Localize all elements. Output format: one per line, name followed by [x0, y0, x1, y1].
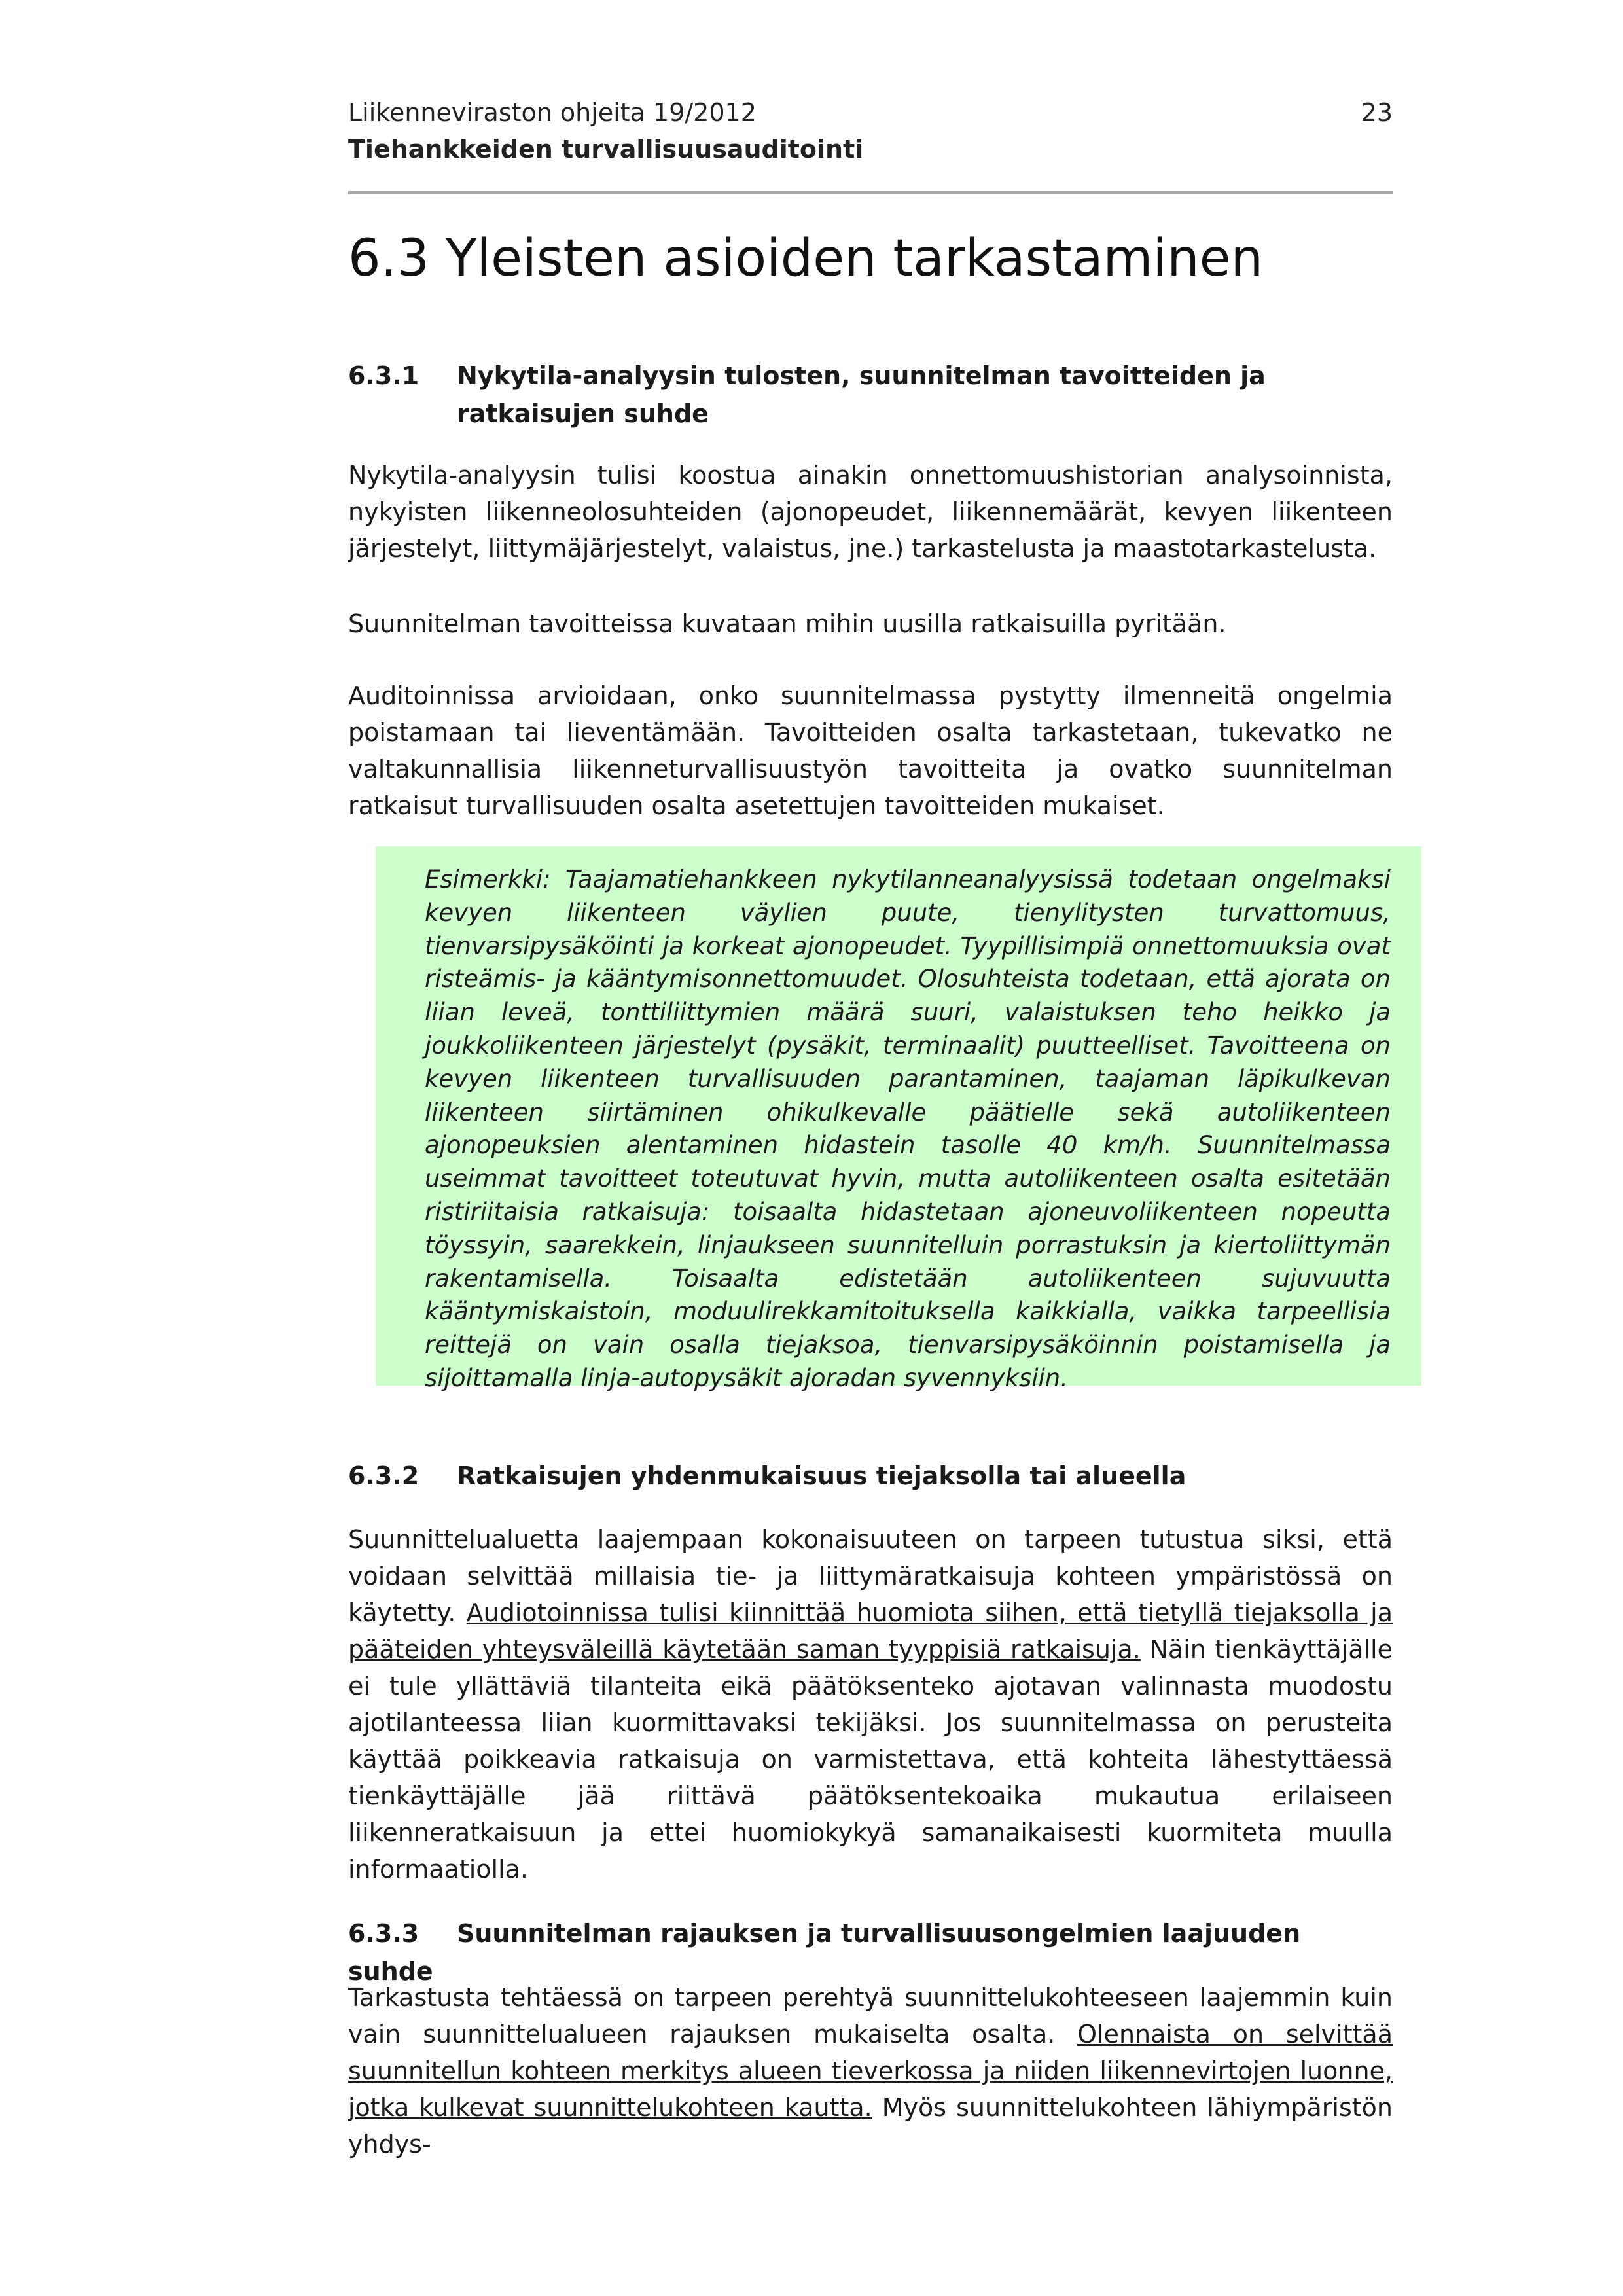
- subsection-number: 6.3.3: [348, 1919, 419, 1948]
- subsection-heading-631: [348, 357, 1393, 433]
- example-text: Esimerkki: Taajamatiehankkeen nykytilanneanalyysissä todetaan ongelmaksi kevyen liikenteen väylien puute, tienylitysten turvattomuus, tienvarsipysäköinti ja korkeat ajonopeudet. Tyypillisimpiä onnettomuuksia ovat risteämis- ja kääntymisonnettomuudet. Olosuhteista todetaan, että ajorata on liian leveä, tonttiliittymien määrä suuri, valaistuksen teho heikko ja joukkoliikenteen järjestelyt (pysäkit, terminaalit) puutteelliset. Tavoitteena on kevyen liikenteen turvallisuuden parantaminen, taajaman läpikulkevan liikenteen siirtäminen ohikulkevalle päätielle sekä autoliikenteen ajonopeuksien alentaminen hidastein tasolle 40 km/h. Suunnitelmassa useimmat tavoitteet toteutuvat hyvin, mutta autoliikenteen osalta esitetään ristiriitaisia ratkaisuja: toisaalta hidastetaan ajoneuvoliikenteen nopeutta töyssyin, saarekkein, linjaukseen suunnitelluin porrastuksin ja kiertoliittymän rakentamisella. Toisaalta edistetään autoliikenteen sujuvuutta kääntymiskaistoin, moduulirekkamitoituksella kaikkialla, vaikka tarpeellisia reittejä on vain osalla tiejaksoa, tienvarsipysäköinnin poistamisella ja sijoittamalla linja-autopysäkit ajoradan syvennyksiin.: [425, 865, 1391, 1392]
- header-divider: [348, 191, 1393, 194]
- subsection-number: 6.3.2: [348, 1462, 419, 1490]
- running-header-title: Tiehankkeiden turvallisuusauditointi: [348, 135, 864, 164]
- text-run: Myös suunnittelukohteen lähiympäristön yhdys-: [348, 2093, 1393, 2159]
- paragraph-current-state-analysis: Nykytila-analyysin tulisi koostua ainakin onnettomuushistorian analysoinnista, nykyisten liikenneolosuhteiden (ajonopeudet, liikennemäärät, kevyen liikenteen järjestelyt, liittymäjärjestelyt, valaistus, jne.) tarkastelusta ja maastotarkastelusta.: [348, 461, 1393, 563]
- running-header-publication: Liikenneviraston ohjeita 19/2012: [348, 98, 757, 127]
- paragraph-audit-assessment: Auditoinnissa arvioidaan, onko suunnitelmassa pystytty ilmenneitä ongelmia poistamaan tai lieventämään. Tavoitteiden osalta tarkastetaan, tukevatko ne valtakunnallisia liikenneturvallisuustyön tavoitteita ja ovatko suunnitelman ratkaisut turvallisuuden osalta asetettujen tavoitteiden mukaiset.: [348, 681, 1393, 820]
- example-box: [376, 846, 1421, 1392]
- text-run: Näin tienkäyttäjälle ei tule yllättäviä tilanteita eikä päätöksenteko ajotavan valinnasta muodostu ajotilanteessa liian kuormittavaksi tekijäksi. Jos suunnitelmassa on perusteita käyttää poikkeavia ratkaisuja on varmistettava, että kohteita lähestyttäessä tienkäyttäjälle jää riittävä päätöksentekoaika mukautua erilaiseen liikenneratkaisuun ja ettei huomiokykyä samanaikaisesti kuormiteta muulla informaatiolla.: [348, 1635, 1393, 1884]
- underlined-text: Audiotoinnissa tulisi kiinnittää huomiota siihen, että tietyllä tiejaksolla ja pääteiden yhteysväleillä käytetään saman tyyppisiä ratkaisuja.: [348, 1598, 1393, 1664]
- text-run: Suunnittelualuetta laajempaan kokonaisuuteen on tarpeen tutustua siksi, että voidaan selvittää millaisia tie- ja liittymäratkaisuja kohteen ympäristössä on käytetty.: [348, 1525, 1393, 1627]
- paragraph-plan-scope: [348, 1979, 1393, 2162]
- paragraph-solution-consistency: [348, 1521, 1393, 1888]
- subsection-title: Suunnitelman rajauksen ja turvallisuusongelmien laajuuden suhde: [348, 1919, 1301, 1986]
- subsection-title: Nykytila-analyysin tulosten, suunnitelman tavoitteiden ja ratkaisujen suhde: [457, 361, 1266, 428]
- subsection-title: Ratkaisujen yhdenmukaisuus tiejaksolla tai alueella: [457, 1462, 1186, 1490]
- paragraph-plan-goals: Suunnitelman tavoitteissa kuvataan mihin uusilla ratkaisuilla pyritään.: [348, 609, 1226, 638]
- text-run: Tarkastusta tehtäessä on tarpeen perehtyä suunnittelukohteeseen laajemmin kuin vain suunnittelualueen rajauksen mukaiselta osalta.: [348, 1983, 1393, 2049]
- section-title: 6.3 Yleisten asioiden tarkastaminen: [348, 229, 1264, 288]
- subsection-number: 6.3.1: [348, 361, 419, 390]
- page-number: 23: [1361, 98, 1393, 127]
- underlined-text: Olennaista on selvittää suunnitellun kohteen merkitys alueen tieverkossa ja niiden liikennevirtojen luonne, jotka kulkevat suunnittelukohteen kautta.: [348, 2020, 1393, 2122]
- subsection-heading-632: [348, 1457, 1186, 1495]
